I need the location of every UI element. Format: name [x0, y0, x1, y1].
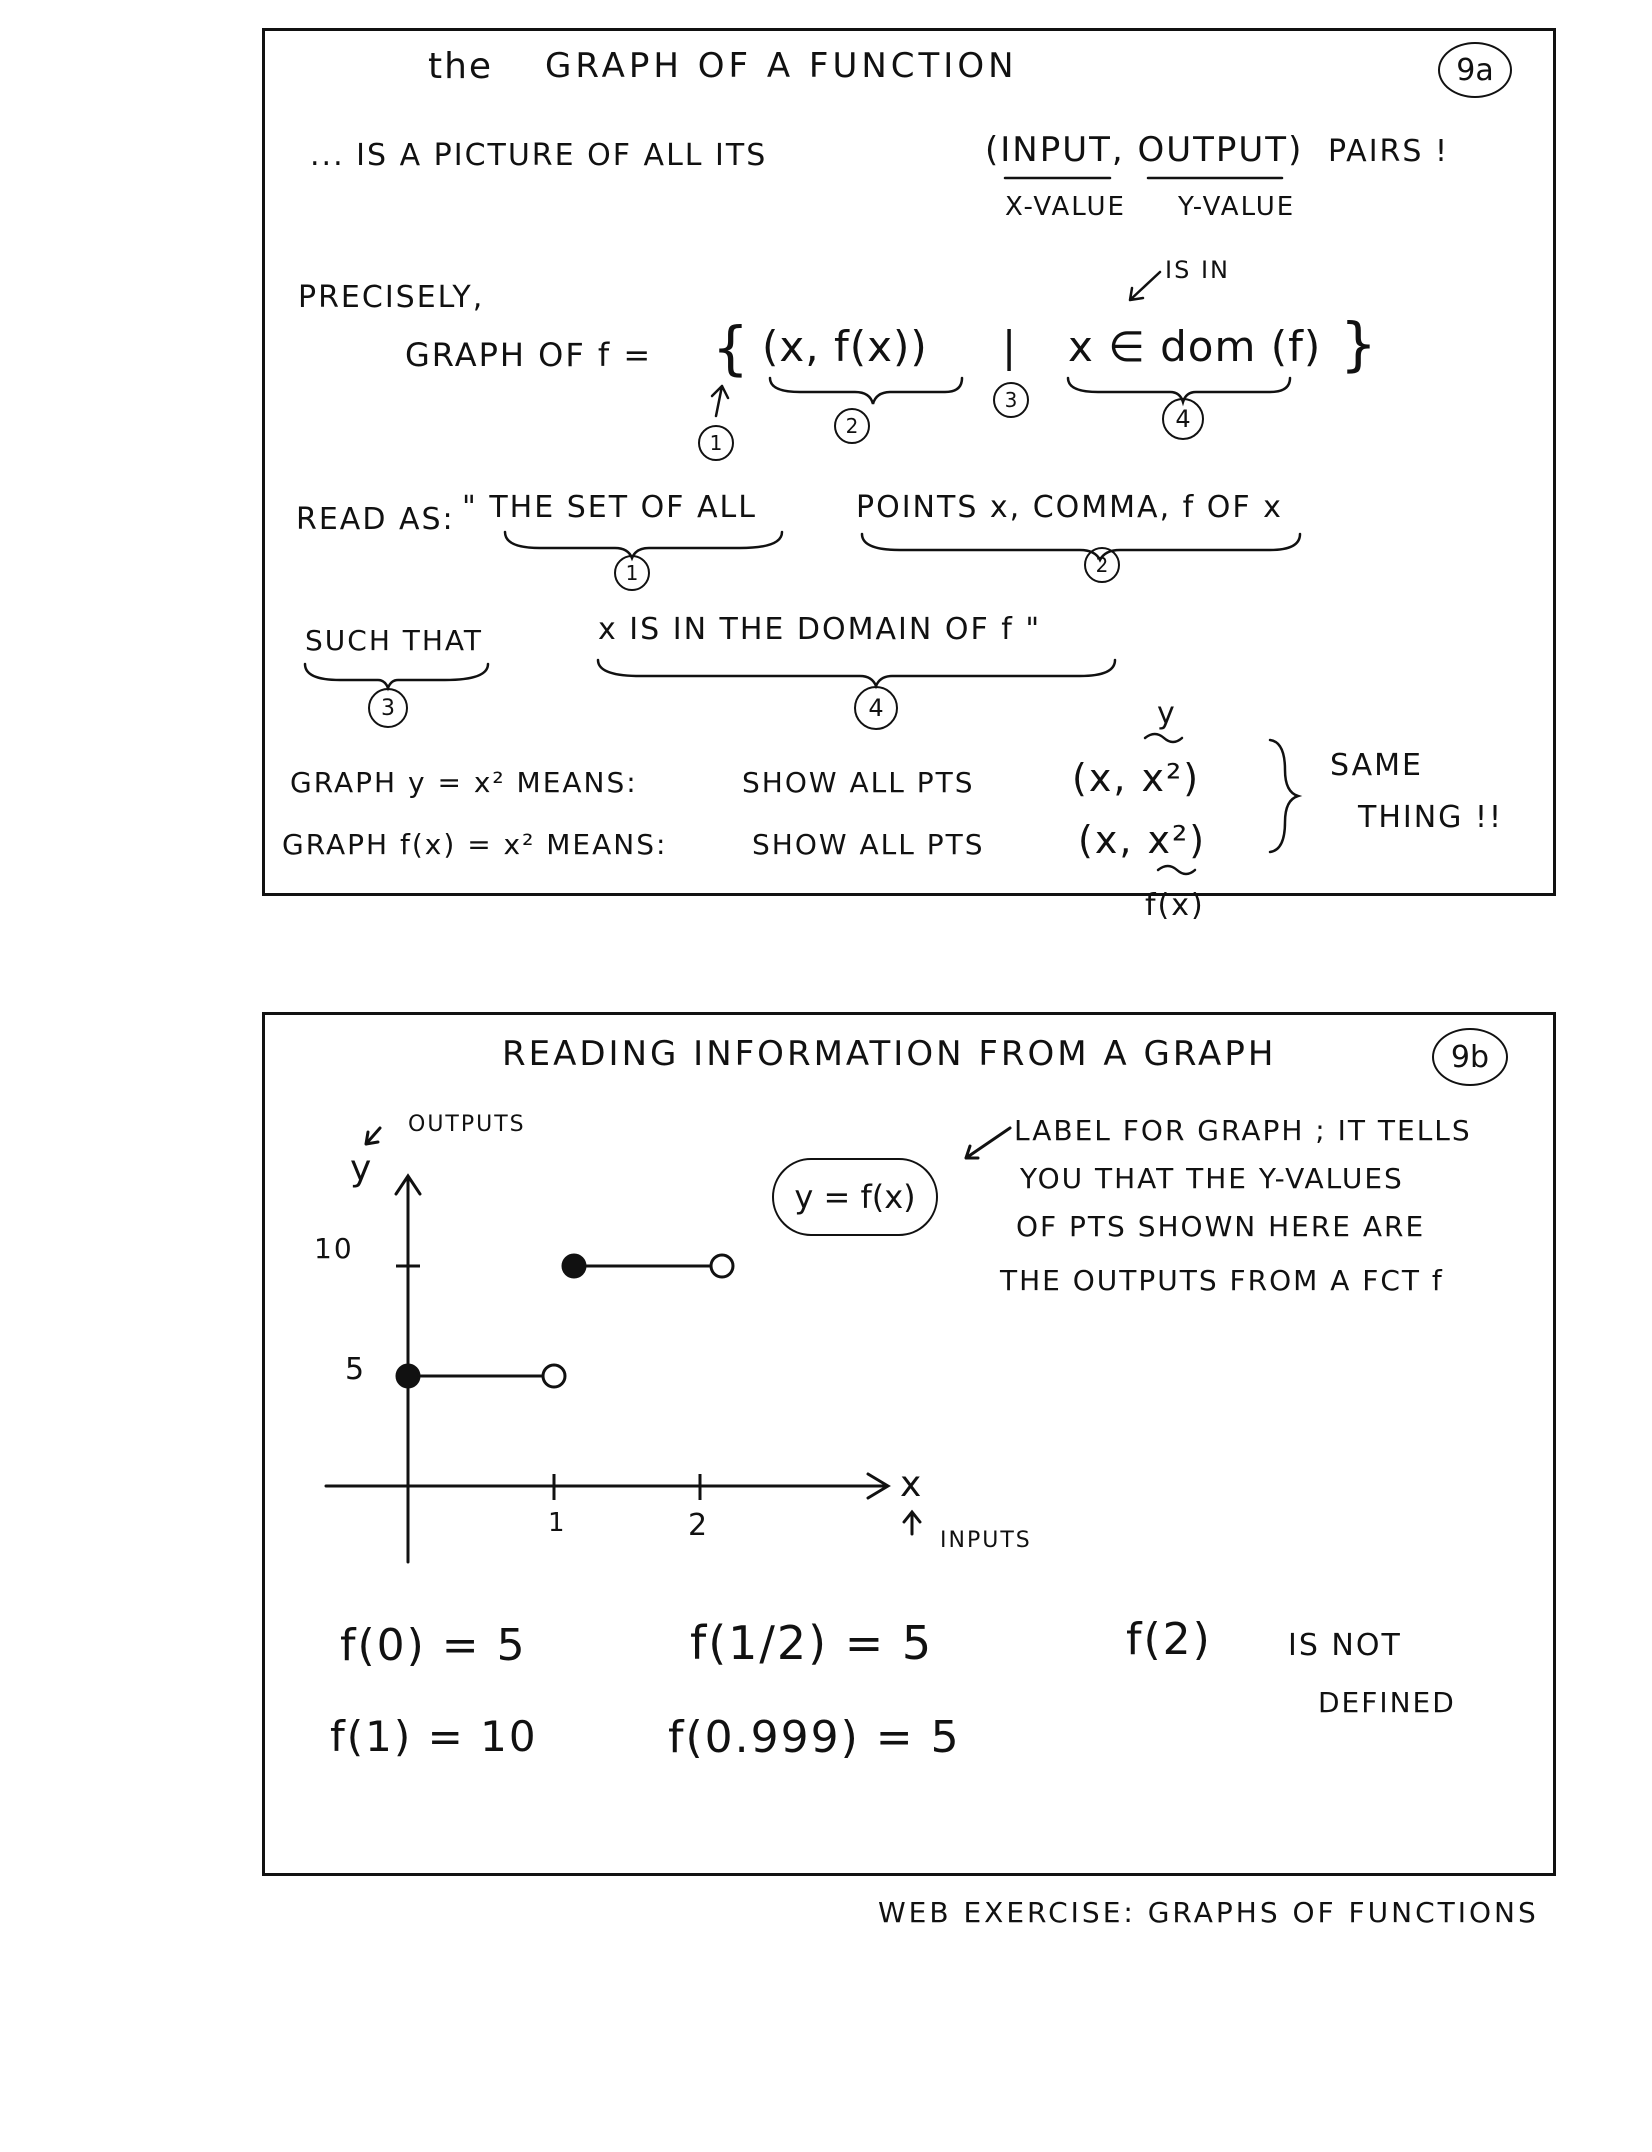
graph-label-text: y = f(x) — [794, 1178, 916, 1216]
outputs-label: OUTPUTS — [408, 1112, 526, 1137]
same-thing-2: THING !! — [1358, 800, 1504, 835]
graph1-pair: (x, x²) — [1072, 756, 1201, 800]
note-line-4: THE OUTPUTS FROM A FCT f — [1000, 1264, 1444, 1297]
panel-a-number-text: 9a — [1456, 52, 1494, 88]
marker-2-top-text: 2 — [845, 414, 859, 438]
note-line-1: LABEL FOR GRAPH ; IT TELLS — [1014, 1114, 1472, 1147]
line1-pair: (INPUT, OUTPUT) — [985, 130, 1304, 170]
y-tick-5: 5 — [345, 1352, 367, 1387]
y-axis-label: y — [350, 1148, 374, 1189]
marker-3-top-text: 3 — [1004, 388, 1018, 412]
note-line-3: OF PTS SHOWN HERE ARE — [1016, 1210, 1426, 1243]
inputs-arrow — [904, 1512, 920, 1534]
yvalue-label: Y-VALUE — [1178, 192, 1296, 222]
graph-label-bubble — [772, 1158, 938, 1236]
marker-1-read-text: 1 — [625, 561, 639, 585]
eq-f2-note-2: DEFINED — [1318, 1686, 1456, 1719]
such-that: SUCH THAT — [305, 624, 484, 657]
set-close-brace: } — [1340, 310, 1377, 378]
closed-dot-2 — [563, 1255, 585, 1277]
open-dot-2 — [711, 1255, 733, 1277]
graph-of-f: GRAPH OF f = — [405, 336, 653, 374]
panel-a-title-the: the — [428, 46, 494, 87]
graph1-label: GRAPH y = x² MEANS: — [290, 766, 638, 799]
marker-4-top-text: 4 — [1175, 405, 1191, 433]
panel-a-title: GRAPH OF A FUNCTION — [545, 46, 1018, 86]
read-part2: POINTS x, COMMA, f OF x — [856, 490, 1283, 525]
eq-fhalf: f(1/2) = 5 — [690, 1616, 934, 1670]
is-in-label: IS IN — [1165, 256, 1230, 284]
marker-2-read-text: 2 — [1095, 553, 1109, 577]
x-axis-label: x — [900, 1464, 924, 1505]
panel-b-number-text: 9b — [1450, 1039, 1490, 1075]
closed-dot-1 — [397, 1365, 419, 1387]
graph2-label: GRAPH f(x) = x² MEANS: — [282, 828, 668, 861]
fx-under: f(x) — [1145, 888, 1205, 923]
eq-f0: f(0) = 5 — [340, 1620, 527, 1671]
precisely: PRECISELY, — [298, 280, 485, 315]
note-line-2: YOU THAT THE Y-VALUES — [1020, 1162, 1404, 1195]
marker-4-domain-text: 4 — [868, 694, 884, 722]
line1-prefix: ... IS A PICTURE OF ALL ITS — [310, 138, 768, 173]
graph1-show: SHOW ALL PTS — [742, 766, 975, 799]
x-tick-2: 2 — [688, 1508, 710, 1543]
eq-f2-note-1: IS NOT — [1288, 1628, 1402, 1663]
marker-1-top-text: 1 — [709, 431, 723, 455]
set-bar: | — [1002, 322, 1019, 371]
domain-phrase: x IS IN THE DOMAIN OF f " — [598, 612, 1042, 647]
eq-f0999: f(0.999) = 5 — [668, 1712, 961, 1763]
x-tick-1: 1 — [548, 1508, 567, 1538]
footer-text: WEB EXERCISE: GRAPHS OF FUNCTIONS — [878, 1896, 1539, 1929]
eq-f1: f(1) = 10 — [330, 1712, 538, 1761]
same-thing-1: SAME — [1330, 748, 1423, 783]
marker-3-such-text: 3 — [381, 695, 395, 721]
inputs-label: INPUTS — [940, 1528, 1032, 1553]
read-part1: " THE SET OF ALL — [462, 490, 757, 525]
note-arrow — [966, 1128, 1010, 1158]
outputs-arrow — [366, 1128, 380, 1144]
read-as: READ AS: — [296, 502, 455, 537]
panel-b-title: READING INFORMATION FROM A GRAPH — [502, 1034, 1277, 1074]
open-dot-1 — [543, 1365, 565, 1387]
eq-f2: f(2) — [1126, 1614, 1212, 1665]
set-open-brace: { — [712, 314, 749, 382]
y-tick-10: 10 — [314, 1232, 354, 1265]
line1-suffix: PAIRS ! — [1328, 134, 1449, 169]
set-condition: x ∈ dom (f) — [1068, 322, 1322, 371]
graph2-show: SHOW ALL PTS — [752, 828, 985, 861]
xvalue-label: X-VALUE — [1005, 192, 1126, 222]
y-over-pair: y — [1157, 696, 1177, 731]
graph2-pair: (x, x²) — [1078, 818, 1207, 862]
set-pair: (x, f(x)) — [762, 322, 928, 371]
